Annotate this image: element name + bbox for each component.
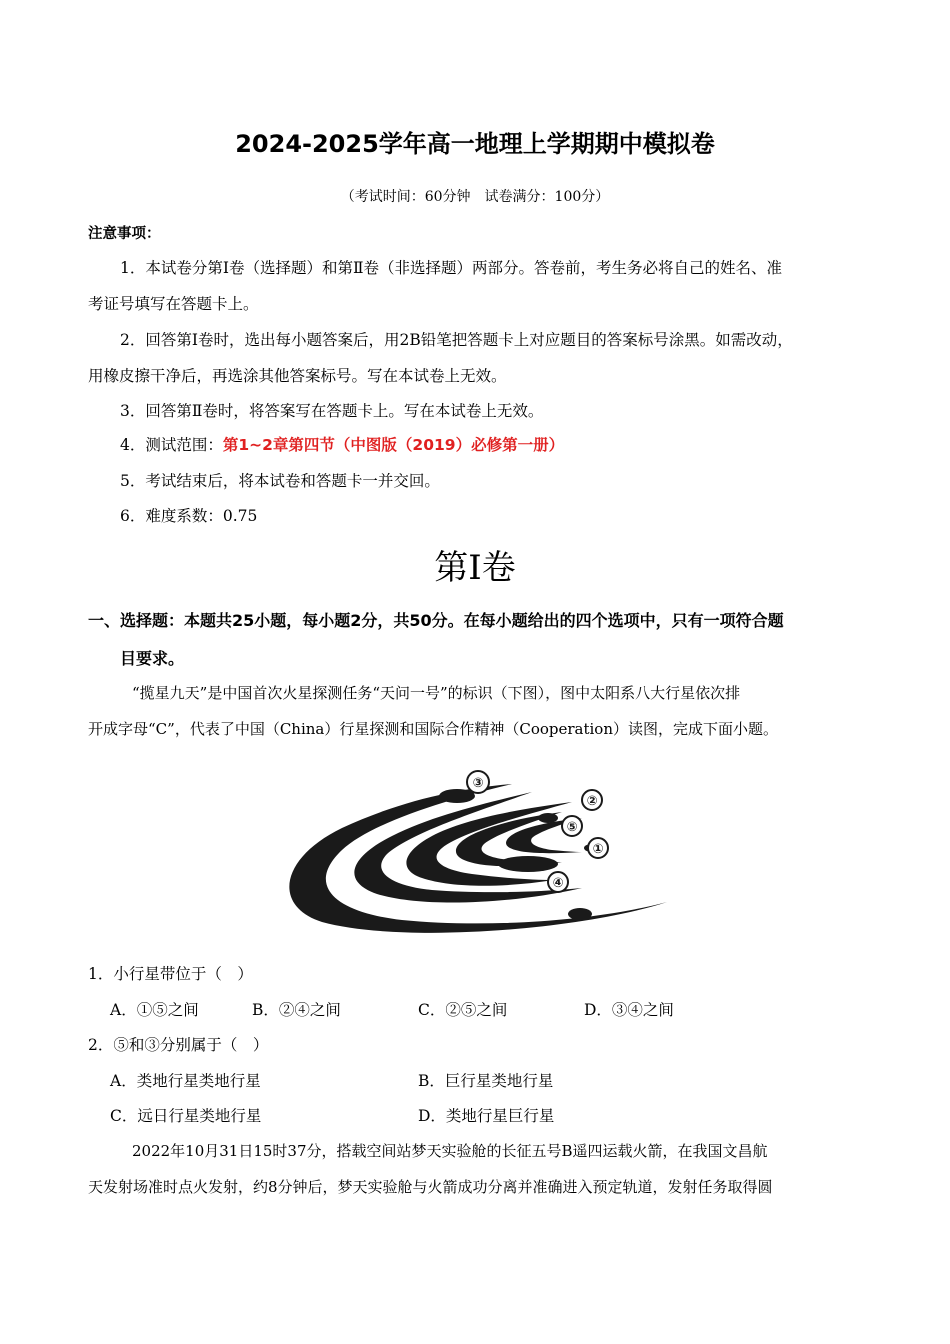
note-6: 6．难度系数：0.75 bbox=[120, 507, 258, 525]
note-1-line-1: 1．本试卷分第Ⅰ卷（选择题）和第Ⅱ卷（非选择题）两部分。答卷前，考生务必将自己的姓名、准 bbox=[120, 259, 783, 277]
question-1-option-a[interactable]: A．①⑤之间 bbox=[110, 1001, 199, 1019]
passage-2-line-2: 天发射场准时点火发射，约8分钟后，梦天实验舱与火箭成功分离并准确进入预定轨道，发射任务取得圆 bbox=[88, 1178, 773, 1196]
planet-dot-1 bbox=[439, 789, 475, 803]
question-2-option-d[interactable]: D．类地行星巨行星 bbox=[418, 1107, 555, 1125]
question-1-option-b[interactable]: B．②④之间 bbox=[252, 1001, 341, 1019]
question-2-option-a[interactable]: A．类地行星类地行星 bbox=[110, 1072, 261, 1090]
planet-dot-2 bbox=[498, 856, 558, 872]
passage-1-line-2: 开成字母“C”，代表了中国（China）行星探测和国际合作精神（Cooperation）读图，完成下面小题。 bbox=[88, 720, 779, 738]
planet-label-3: ③ bbox=[472, 776, 484, 791]
volume-title: 第Ⅰ卷 bbox=[434, 548, 516, 588]
note-1-line-2: 考证号填写在答题卡上。 bbox=[88, 295, 259, 313]
planet-label-5: ⑤ bbox=[566, 820, 578, 835]
planet-dot-3 bbox=[538, 813, 558, 823]
exam-subtitle: （考试时间：60分钟 试卷满分：100分） bbox=[340, 189, 610, 205]
note-2-line-2: 用橡皮擦干净后，再选涂其他答案标号。写在本试卷上无效。 bbox=[88, 367, 507, 385]
passage-1-line-1: “揽星九天”是中国首次火星探测任务“天问一号”的标识（下图），图中太阳系八大行星依次排 bbox=[132, 684, 741, 702]
section-1-line-1: 一、选择题：本题共25小题，每小题2分，共50分。在每小题给出的四个选项中，只有一项符合题 bbox=[88, 611, 784, 630]
passage-2-line-1: 2022年10月31日15时37分，搭载空间站梦天实验舱的长征五号B遥四运载火箭，在我国文昌航 bbox=[132, 1142, 768, 1160]
question-2-stem: 2．⑤和③分别属于（ ） bbox=[88, 1036, 269, 1054]
notes-heading: 注意事项： bbox=[88, 226, 161, 242]
note-2-line-1: 2．回答第Ⅰ卷时，选出每小题答案后，用2B铅笔把答题卡上对应题目的答案标号涂黑。如需改动， bbox=[120, 331, 793, 349]
planet-label-4: ④ bbox=[552, 876, 564, 891]
note-3: 3．回答第Ⅱ卷时，将答案写在答题卡上。写在本试卷上无效。 bbox=[120, 402, 544, 420]
question-2-option-b[interactable]: B．巨行星类地行星 bbox=[418, 1072, 554, 1090]
question-1-option-c[interactable]: C．②⑤之间 bbox=[418, 1001, 508, 1019]
question-1-option-d[interactable]: D．③④之间 bbox=[584, 1001, 674, 1019]
question-1-stem: 1．小行星带位于（ ） bbox=[88, 965, 253, 983]
question-2-option-c[interactable]: C．远日行星类地行星 bbox=[110, 1107, 262, 1125]
note-4-prefix: 4．测试范围： bbox=[120, 436, 223, 454]
exam-title: 2024-2025学年高一地理上学期期中模拟卷 bbox=[235, 130, 715, 158]
note-4-range: 第1~2章第四节（中图版（2019）必修第一册） bbox=[222, 436, 565, 454]
planet-dot-4 bbox=[568, 908, 592, 920]
planet-label-2: ② bbox=[586, 794, 598, 809]
tianwen-logo-figure bbox=[282, 762, 672, 942]
note-5: 5．考试结束后，将本试卷和答题卡一并交回。 bbox=[120, 472, 440, 490]
planet-label-1: ① bbox=[592, 842, 604, 857]
note-4 bbox=[120, 433, 564, 455]
section-1-line-2: 目要求。 bbox=[120, 649, 185, 668]
